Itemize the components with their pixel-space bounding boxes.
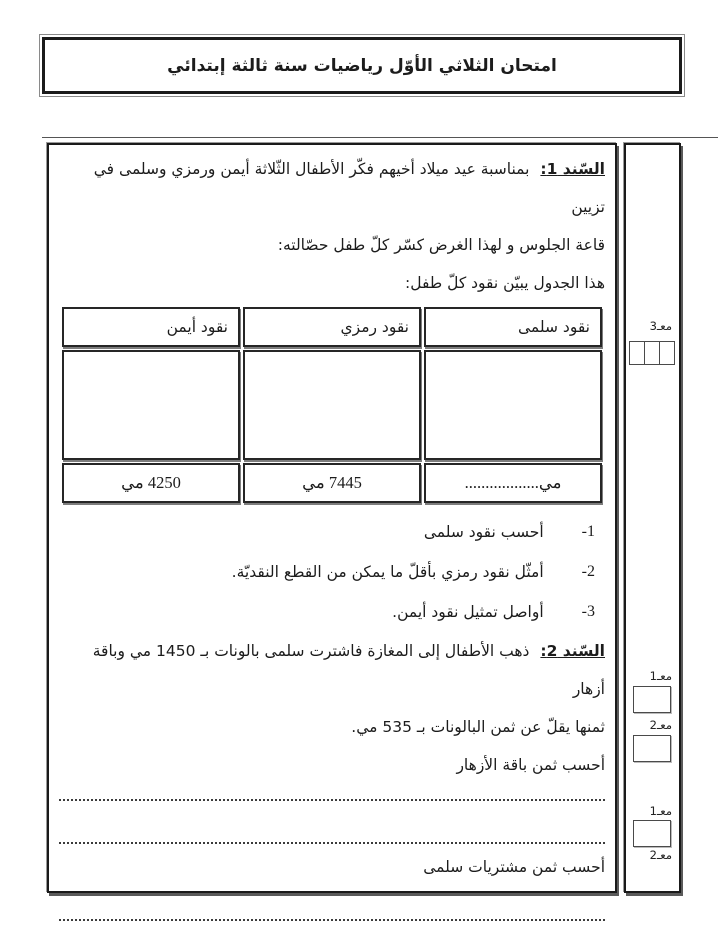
money-table-caption: هذا الجدول يبيّن نقود كلّ طفل:	[405, 274, 605, 292]
question-3-number: -3	[581, 603, 595, 620]
answer-line	[59, 842, 605, 844]
top-rule	[42, 137, 718, 138]
exercise2-intro-line2: ثمنها يقلّ عن ثمن البالونات بـ 535 مي.	[351, 718, 605, 736]
exam-title-box	[42, 37, 682, 94]
exam-title: امتحان الثلاثي الأوّل رياضيات سنة ثالثة إبتدائي	[167, 55, 557, 76]
criterion-label-2a: معـ2	[649, 718, 672, 732]
exercise1-label: السّند 1:	[540, 160, 605, 178]
money-table	[59, 304, 605, 506]
exercise1-intro-line2: قاعة الجلوس و لهذا الغرض كسّر كلّ طفل حصّالته:	[277, 236, 605, 254]
coin-drawing-cell-salma	[424, 350, 602, 460]
score-box	[629, 341, 645, 365]
criterion-label-3: معـ3	[649, 319, 672, 333]
criterion-label-1a: معـ1	[649, 669, 672, 683]
exercise2-question-2: أحسب ثمن مشتريات سلمى	[423, 858, 605, 876]
value-salma-money: مي..................	[424, 463, 602, 503]
exercise2-question-1: أحسب ثمن باقة الأزهار	[456, 756, 605, 774]
coin-drawing-row	[62, 350, 602, 460]
score-box	[633, 686, 671, 713]
exam-body	[47, 143, 617, 893]
question-1-number: -1	[581, 523, 595, 540]
question-3-text: أواصل تمثيل نقود أيمن.	[392, 603, 544, 621]
exercise1-intro-text: بمناسبة عيد ميلاد أخيهم فكّر الأطفال الثّلاثة أيمن ورمزي وسلمى في تزيين	[93, 160, 605, 216]
exercise2-intro-line1	[59, 632, 605, 708]
answer-line	[59, 919, 605, 921]
score-box	[644, 341, 660, 365]
money-value-row	[62, 463, 602, 503]
header-ayman-money: نقود أيمن	[62, 307, 240, 347]
score-box-strip	[630, 341, 675, 365]
value-ayman-money: 4250 مي	[62, 463, 240, 503]
exercise1-question-list	[59, 512, 605, 632]
value-ramzi-money: 7445 مي	[243, 463, 421, 503]
question-item-1	[59, 512, 605, 552]
grading-margin	[624, 143, 681, 893]
score-box	[633, 735, 671, 762]
coin-drawing-cell-ayman	[62, 350, 240, 460]
header-salma-money: نقود سلمى	[424, 307, 602, 347]
header-ramzi-money: نقود رمزي	[243, 307, 421, 347]
exercise2-label: السّند 2:	[540, 642, 605, 660]
coin-drawing-cell-ramzi	[243, 350, 421, 460]
exercise2-intro-text: ذهب الأطفال إلى المغازة فاشترت سلمى بالونات بـ 1450 مي وباقة أزهار	[92, 642, 605, 698]
answer-line	[59, 799, 605, 801]
question-2-number: -2	[581, 563, 595, 580]
score-box	[659, 341, 675, 365]
criterion-label-1b: معـ1	[649, 804, 672, 818]
exercise1-intro-line1	[59, 145, 605, 226]
criterion-label-2b: معـ2	[649, 848, 672, 862]
question-item-2	[59, 552, 605, 592]
score-box	[633, 820, 671, 847]
question-2-text: أمثّل نقود رمزي بأقلّ ما يمكن من القطع النقديّة.	[231, 563, 544, 581]
question-1-text: أحسب نقود سلمى	[423, 523, 544, 541]
question-item-3	[59, 592, 605, 632]
money-table-header-row	[62, 307, 602, 347]
